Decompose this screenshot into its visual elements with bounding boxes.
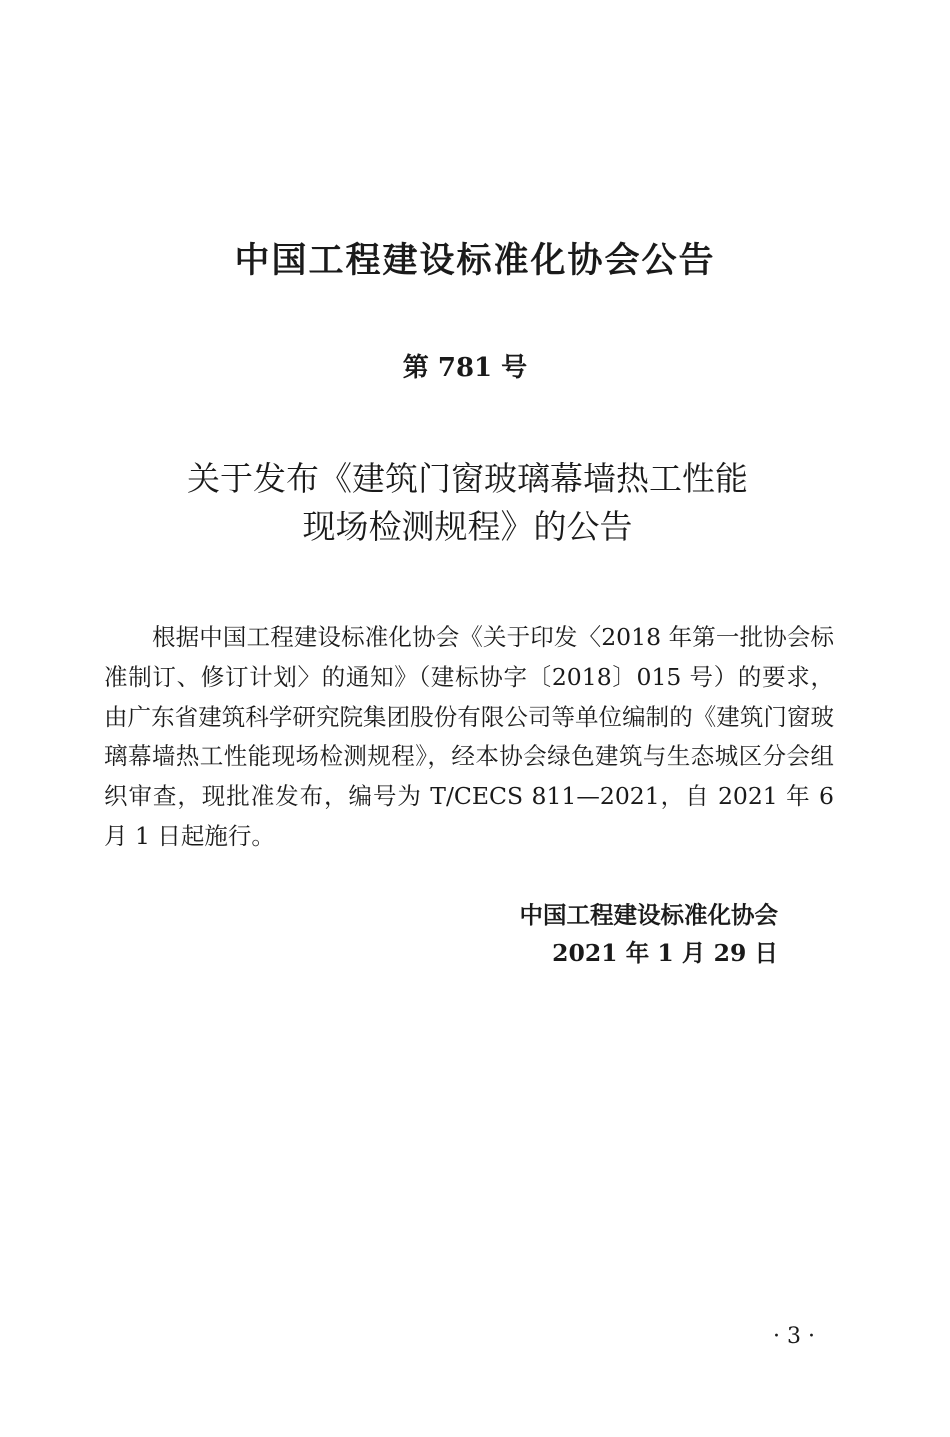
page-title: 中国工程建设标准化协会公告 (234, 241, 716, 281)
announcement-number: 第 781 号 (402, 353, 528, 383)
page-number: · 3 · (773, 1324, 815, 1349)
signature-organization: 中国工程建设标准化协会 (519, 901, 778, 929)
signature-block (520, 896, 779, 972)
announcement-title-line-2: 现场检测规程》的公告 (302, 507, 633, 546)
announcement-title (0, 455, 935, 551)
signature-date: 2021 年 1 月 29 日 (552, 939, 778, 967)
announcement-body: 根据中国工程建设标准化协会《关于印发〈2018 年第一批协会标准制订、修订计划〉的通知》（建标协字〔2018〕015 号）的要求，由广东省建筑科学研究院集团股份有限公司等单位编制的《建筑门窗玻璃幕墙热工性能现场检测规程》，经本协会绿色建筑与生态城区分会组织审查，现批准发布，编号为 T/CECS 811—2021，自 2021 年 6 月 1 日起施行。 (104, 623, 834, 850)
announcement-title-line-1: 关于发布《建筑门窗玻璃幕墙热工性能 (187, 459, 748, 498)
